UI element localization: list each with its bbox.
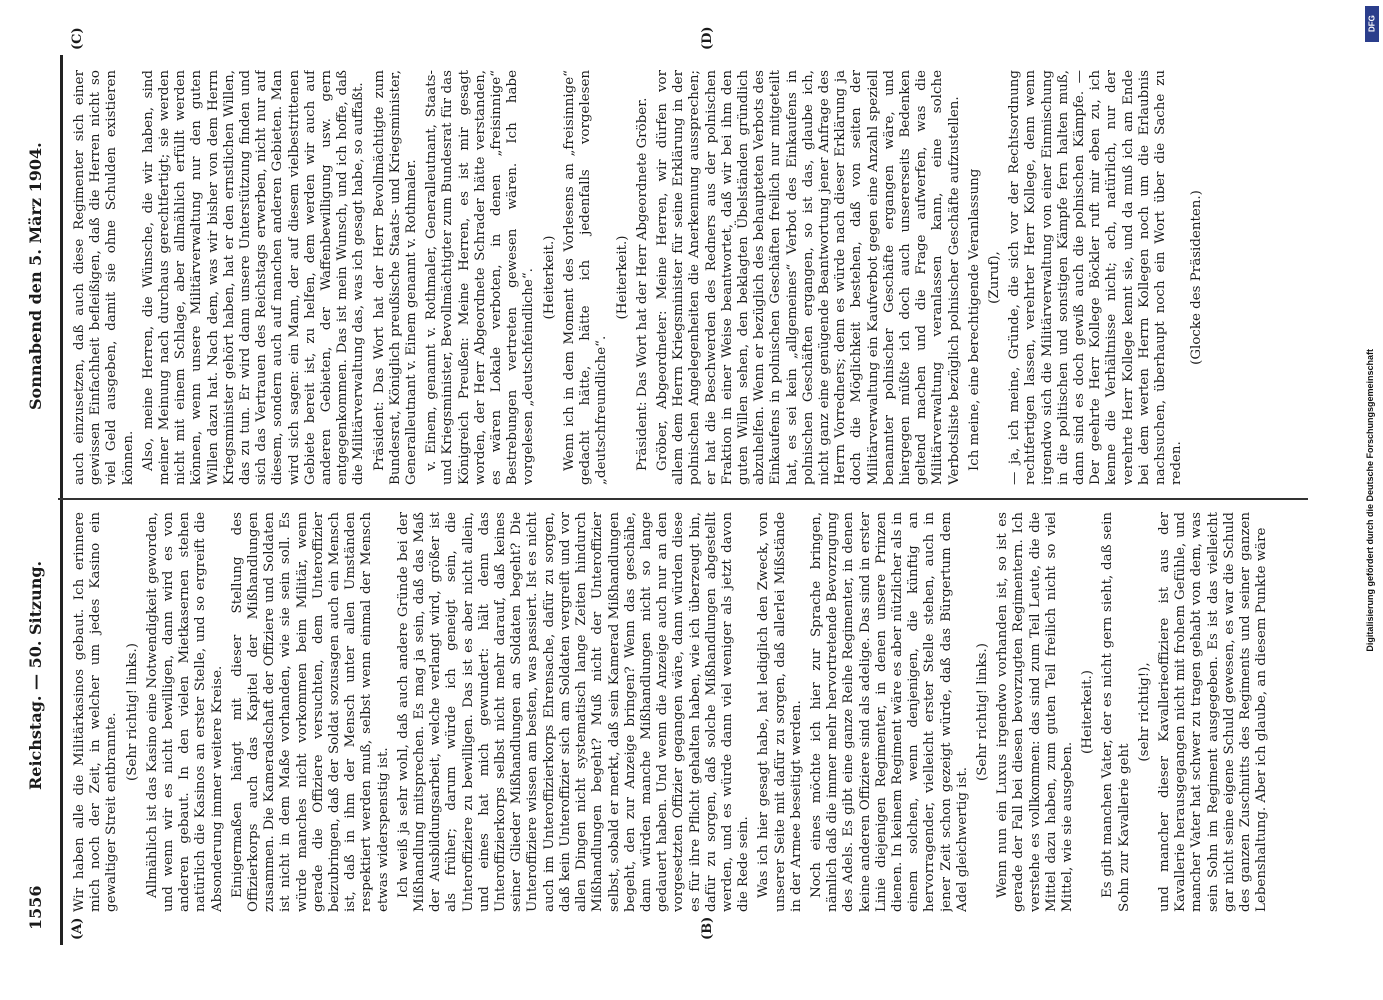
paragraph: Ich weiß ja sehr wohl, daß auch andere Gründe bei der Mißhandlung mitsprechen. Es mag ja sein, daß das Maß der Ausbildungsarbeit, welche verlangt wird, größer ist als früher; darum würde ich geneigt sein, die Unteroffiziere zu bewilligen. Das ist es aber nicht allein, und eines hat mich gewundert: hält denn das Unteroffizierkorps selbst nicht mehr darauf, daß keines seiner Glieder Mißhandlungen an Soldaten begeht? Die Unteroffiziere wissen am besten, was passiert. Ist es nicht auch im Unteroffizierkorps Ehrensache, dafür zu sorgen, daß kein Unteroffizier sich am Soldaten vergreift und vor allen Dingen nicht systematisch lange Zeiten hindurch Mißhandlungen begeht? Muß nicht der Unteroffizier selbst, sobald er merkt, daß sein Kamerad Mißhandlungen begeht, den zur Anzeige bringen? Wenn das geschähe, dann würden manche Mißhandlungen nicht so lange gedauert haben. Und wenn die Anzeige auch nur an den vorgesetzten Offizier gegangen wäre, dann würden diese es für ihre Pflicht gehalten haben, wie ich überzeugt bin, dafür zu sorgen, daß solche Mißhandlungen abgestellt werden, und es würde dann viel weniger als jetzt davon die Rede sein. (395, 512, 752, 912)
paragraph: Wir haben alle die Militärkasinos gebaut. Ich erinnere mich noch der Zeit, in welcher um jedes Kasino ein gewaltiger Streit entbrannte. (72, 512, 120, 912)
header-rule (60, 55, 63, 945)
margin-mark-b: (B) (700, 916, 715, 940)
column-divider (58, 498, 1308, 500)
date-heading: Sonnabend den 5. März 1904. (26, 142, 45, 410)
paragraph: Wenn nun ein Luxus irgendwo vorhanden ist, so ist es gerade der Fall bei diesen bevorzugten Regimentern. Ich verstehe es vollkommen: das sind zum Teil Leute, die die Mittel dazu haben, zum guten Teil freilich nicht so viel Mittel, wie sie ausgeben. (995, 512, 1075, 912)
interjection: (Zuruf), (986, 251, 1002, 304)
paragraph: Also, meine Herren, die Wünsche, die wir haben, sind meiner Meinung nach durchaus gerechtfertigt; sie werden nicht mit einem Schlage, aber allmählich erfüllt werden können, wenn unsere Militärverwaltung nur den guten Willen dazu hat. Nach dem, was wir bisher von dem Herrn Kriegsminister gehört haben, hat er den ernstlichen Willen, das zu tun. Er wird dann unsere Unterstützung finden und sich das Vertrauen des Reichstags erwerben, nicht nur auf diesem, sondern auch auf manchen anderen Gebieten. Man wird sich sagen: ein Mann, der auf diesem vielbestrittenen Gebiete bereit ist, zu helfen, dem werden wir auch auf anderen Gebieten, der Waffenbewilligung usw. gern entgegenkommen. Das ist mein Wunsch, und ich hoffe, daß die Militärverwaltung das, was ich gesagt habe, so auffaßt. (140, 70, 367, 485)
paragraph: Ich meine, eine berechtigende Veranlassung (966, 168, 982, 471)
paragraph: Noch eines möchte ich hier zur Sprache bringen, nämlich daß die immer mehr hervortretende Bevorzugung des Adels. Es gibt eine ganze Reihe Regimenter, in denen keine anderen Offiziere sind als adelige. Das sind in erster Linie diejenigen Regimenter, in denen unsere Prinzen dienen. In keinem Regiment wäre es aber nützlicher als in einem solchen, wenn denjenigen, die künftig an hervorragender, vielleicht erster Stelle stehen, auch in jener Zeit schon gezeigt würde, daß das Bürgertum dem Adel gleichwertig ist. (808, 512, 970, 912)
margin-mark-a: (A) (70, 917, 85, 940)
paragraph: — ja, ich meine, Gründe, die sich vor der Rechtsordnung rechtfertigen lassen, verehrter Herr Kollege, denn wenn irgendwo sich die Militärverwaltung von einer Einmischung in die politischen und sonstigen Kämpfe fern halten muß, dann sind es doch gewiß auch die polnischen Kämpfe. — Der geehrte Herr Kollege Böckler ruft mir eben zu, ich kenne die Verhältnisse nicht; ach, natürlich, nur der verehrte Herr Kollege kennt sie, und da muß ich am Ende bei dem werten Herrn Kollegen noch um die Erlaubnis nachsuchen, überhaupt noch ein Wort über die Sache zu reden. (1007, 70, 1185, 485)
interjection: (Sehr richtig! links.) (974, 643, 990, 781)
interjection: (Sehr richtig! links.) (124, 643, 140, 781)
page-header (22, 50, 52, 930)
page-number: 1556 (26, 885, 45, 930)
interjection: (Heiterkeit.) (614, 235, 630, 320)
paragraph: Was ich hier gesagt habe, hat lediglich den Zweck, von unserer Seite mit dafür zu sorgen, daß allerlei Mißstände in der Armee beseitigt werden. (756, 512, 804, 912)
dfg-logo: DFG (1365, 6, 1379, 42)
funding-note: Digitalisierung gefördert durch die Deutsche Forschungsgemeinschaft (1365, 348, 1375, 652)
speaker-paragraph: v. Einem, genannt v. Rothmaler, Generalleutnant, Staats- und Kriegsminister, Bevollmächtigter zum Bundesrat für das Königreich Preußen: Meine Herren, es ist mir gesagt worden, der Herr Abgeordnete Schrader hätte verstanden, es wären Lokale verboten, in denen „freisinnige“ Bestrebungen vertreten gewesen wären. Ich habe vorgelesen „deutschfeindliche“. (424, 70, 537, 485)
left-column (72, 512, 1302, 912)
paragraph: Allmählich ist das Kasino eine Notwendigkeit geworden, und wenn wir es nicht bewilligen, dann wird es von anderen gebaut. In den vielen Mietkasernen stehen natürlich die Kasinos an erster Stelle, und so ergreift die Absonderung immer weitere Kreise. (144, 512, 225, 912)
paragraph: Einigermaßen hängt mit dieser Stellung des Offizierkorps auch das Kapitel der Mißhandlungen zusammen. Die Kameradschaft der Offiziere und Soldaten ist nicht in dem Maße vorhanden, wie sie sein soll. Es würde manches nicht vorkommen beim Militär, wenn gerade die Offiziere versuchten, dem Unteroffizier beizubringen, daß der Soldat sozusagen auch ein Mensch ist, daß in ihm der Mensch unter allen Umständen respektiert werden muß, selbst wenn einmal der Mensch etwas widerspenstig ist. (229, 512, 391, 912)
paragraph: Es gibt manchen Vater, der es nicht gern sieht, daß sein Sohn zur Kavallerie geht (1100, 512, 1132, 912)
paragraph: Wenn ich in dem Moment des Vorlesens an „freisinnige“ gedacht hätte, hätte ich jedenfalls vorgelesen „deutschfreundliche“. (561, 70, 610, 485)
colophon (1357, 0, 1383, 1000)
paragraph: und mancher dieser Kavallerieoffiziere ist aus der Kavallerie herausgegangen nicht mit frohem Gefühle, und mancher Vater hat schwer zu tragen gehabt von dem, was sein Sohn im Regiment ausgegeben. Es ist das vielleicht gar nicht seine eigene Schuld gewesen, es war die Schuld des ganzen Zuschnitts des Regiments und seiner ganzen Lebenshaltung. Aber ich glaube, an diesem Punkte wäre (1157, 512, 1270, 912)
interjection: (Glocke des Präsidenten.) (1189, 190, 1205, 365)
interjection: (Heiterkeit.) (541, 235, 557, 320)
left-running-title: Reichstag. — 50. Sitzung. (26, 560, 45, 790)
margin-mark-d: (D) (700, 26, 715, 50)
paragraph: auch einzusetzen, daß auch diese Regimenter sich einer gewissen Einfachheit befleißigen, daß die Herren nicht so viel Geld ausgeben, damit sie ohne Schulden existieren können. (72, 70, 136, 485)
margin-mark-c: (C) (70, 27, 85, 50)
speaker-paragraph: Präsident: Das Wort hat der Herr Bevollmächtigte zum Bundesrat, Königlich preußische Staats- und Kriegsminister, Generalleutnant v. Einem genannt v. Rothmaler. (371, 70, 420, 485)
right-column (72, 70, 1302, 485)
interjection: (Heiterkeit.) (1080, 670, 1096, 754)
speaker-paragraph: Präsident: Das Wort hat der Herr Abgeordnete Gröber. (634, 97, 650, 471)
interjection: (sehr richtig!), (1136, 662, 1152, 762)
speaker-paragraph: Gröber, Abgeordneter: Meine Herren, wir dürfen vor allem dem Herrn Kriegsminister für seine Erklärung in der polnischen Angelegenheiten die Anerkennung aussprechen; er hat die Beschwerden des Redners aus der polnischen Fraktion in einer Weise beantwortet, daß wir bei ihm den guten Willen sehen, den beklagten Übelständen gründlich abzuhelfen. Wenn er bezüglich des behaupteten Verbots des Einkaufens in polnischen Geschäften freilich nur mitgeteilt hat, es sei kein „allgemeines“ Verbot des Einkaufens in polnischen Geschäften ergangen, so ist das, glaube ich, nicht ganz eine genügende Beantwortung jener Anfrage des Herrn Vorredners; denn es würde nach dieser Erklärung ja doch die Möglichkeit bestehen, daß von seiten der Militärverwaltung ein Kaufverbot gegen eine Anzahl speziell benannter polnischer Geschäfte ergangen wäre, und hiergegen müßte ich doch auch unsererseits Bedenken geltend machen und die Frage aufwerfen, was die Militärverwaltung veranlassen kann, eine solche Verbotsliste bezüglich polnischer Geschäfte aufzustellen. (654, 70, 962, 485)
